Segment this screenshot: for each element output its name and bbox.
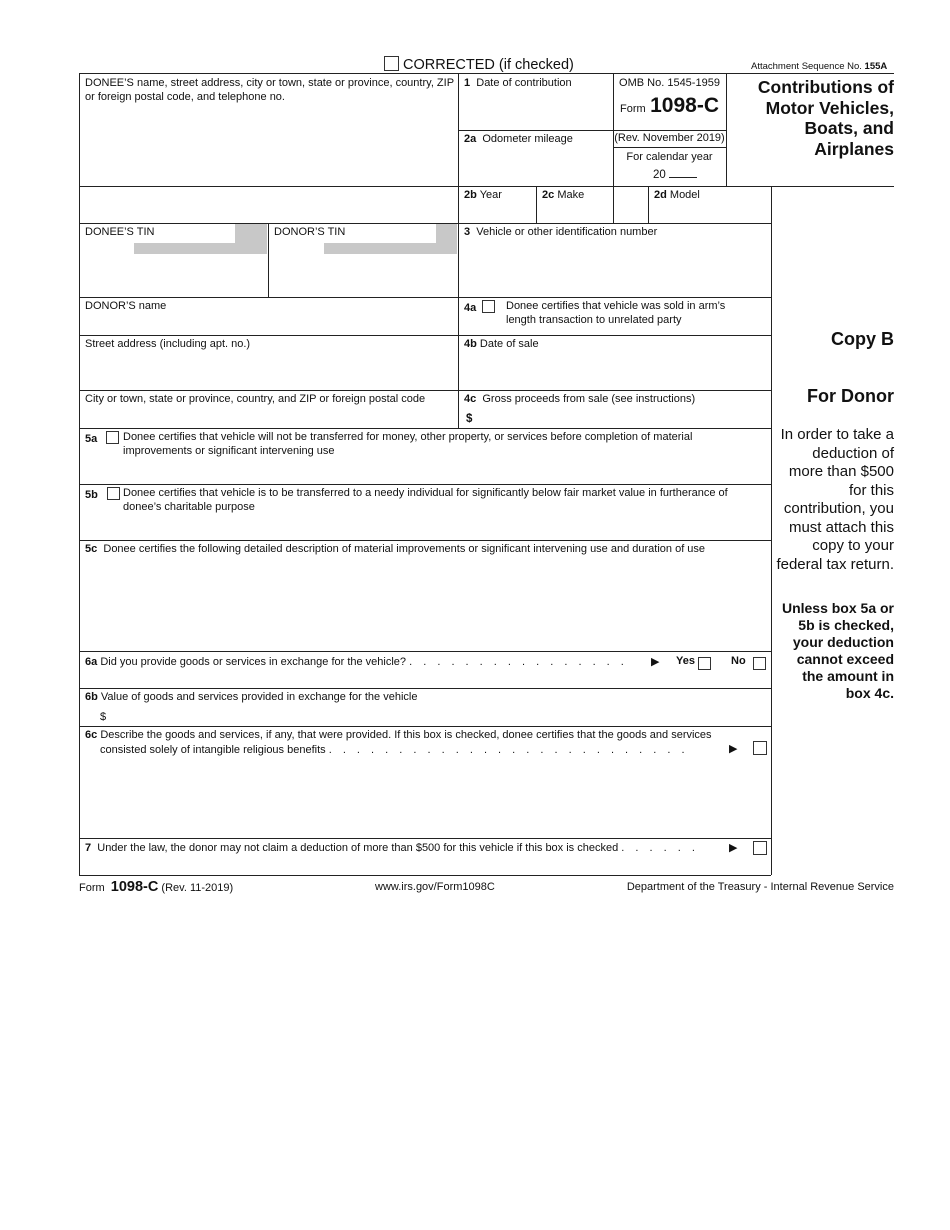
donor-tin-label: DONOR’S TIN (274, 226, 346, 238)
box-6b-text: Value of goods and services provided in exchange for the vehicle (100, 691, 418, 703)
line (458, 130, 613, 131)
donor-tin-field[interactable] (271, 257, 456, 295)
for-donor-label: For Donor (807, 386, 894, 406)
odometer-field[interactable] (460, 148, 610, 184)
box-2b-text: Year (479, 189, 502, 201)
box-5b-number: 5b (85, 489, 98, 501)
donee-tin-field[interactable] (82, 257, 266, 295)
line (79, 726, 771, 727)
yes-label: Yes (676, 655, 695, 667)
box-2c-number: 2c (542, 189, 555, 201)
shaded-area (324, 243, 457, 254)
box-2d-number: 2d (654, 189, 667, 201)
box-4a-checkbox[interactable] (482, 300, 495, 313)
box-7-label (85, 842, 699, 856)
footer-form-id (79, 879, 233, 895)
box-6b-label (85, 691, 417, 705)
box-6a-leader-dots: . . . . . . . . . . . . . . . . (409, 656, 628, 668)
shaded-area (134, 243, 267, 254)
box-2c-label (542, 189, 584, 203)
box-6c-checkbox-wrap (753, 740, 767, 758)
line (268, 223, 269, 297)
box-4b-label (464, 338, 539, 352)
gross-proceeds-field[interactable] (478, 409, 768, 427)
donee-name-label: DONEE’S name, street address, city or town, state or province, country, ZIP or foreign postal code, and telephone no. (85, 77, 454, 103)
box-6a-text: Did you provide goods or services in exchange for the vehicle? (100, 656, 407, 668)
line (726, 73, 727, 186)
box-2b-label (464, 189, 502, 203)
line (79, 186, 771, 187)
line (79, 335, 771, 336)
footer-form-word: Form (79, 882, 105, 894)
box-6a-yes-checkbox[interactable] (698, 657, 711, 670)
box-6a-no-checkbox[interactable] (753, 657, 766, 670)
line (79, 297, 771, 298)
line (536, 186, 537, 223)
line (726, 186, 894, 187)
form-title: Contributions of Motor Vehicles, Boats, and Airplanes (757, 77, 894, 159)
yes-checkbox-wrap (698, 655, 711, 673)
box-6c-text-line2: consisted solely of intangible religious benefits (100, 744, 326, 756)
corrected-label: CORRECTED (if checked) (403, 57, 574, 73)
vin-field[interactable] (460, 242, 768, 295)
box-5b-number-wrap (85, 487, 120, 503)
date-of-contribution-field[interactable] (460, 92, 610, 128)
arrow-icon: ▶ (651, 656, 660, 668)
line (79, 428, 771, 429)
street-address-label: Street address (including apt. no.) (85, 338, 251, 350)
calendar-year-field[interactable] (669, 166, 697, 178)
box-5a-number-wrap (85, 431, 119, 447)
shaded-area (436, 224, 457, 243)
box-6a-number: 6a (85, 656, 98, 668)
donee-name-field[interactable] (80, 112, 456, 184)
shaded-area (235, 224, 267, 243)
box-2b-number: 2b (464, 189, 477, 201)
box-2a-label (464, 133, 573, 147)
attachment-sequence-number: 155A (864, 61, 888, 72)
box-6c-number: 6c (85, 729, 98, 741)
footer-form-name: 1098-C (110, 879, 159, 895)
box-4c-number: 4c (464, 393, 477, 405)
footer-url[interactable]: www.irs.gov/Form1098C (375, 881, 495, 893)
form-number-block (613, 94, 726, 118)
box-6c-description-field[interactable] (82, 762, 768, 836)
arrow-icon: ▶ (729, 743, 738, 755)
box-6a-label (85, 656, 628, 670)
form-bottom-border (79, 875, 771, 876)
city-field[interactable] (82, 407, 456, 427)
line (648, 186, 649, 223)
date-of-sale-field[interactable] (460, 352, 768, 388)
box-5a-text: Donee certifies that vehicle will not be transferred for money, other property, or services before completion of material improvements or significant intervening use (123, 431, 693, 457)
copy-b-label: Copy B (831, 329, 894, 349)
box-7-leader-dots: . . . . . . (621, 842, 699, 854)
box-6c-line2 (100, 744, 689, 758)
corrected-checkbox[interactable] (384, 56, 399, 71)
box-4c-text: Gross proceeds from sale (see instructions) (482, 393, 696, 405)
box-1-label (464, 77, 572, 91)
form-top-border (79, 73, 894, 74)
attachment-sequence-label: Attachment Sequence No. (751, 61, 862, 72)
corrected-row (384, 56, 574, 73)
line (458, 73, 459, 428)
donor-name-field[interactable] (82, 314, 456, 334)
box-5c-label (85, 543, 705, 557)
box-4a-number: 4a (464, 302, 477, 314)
box-2a-number: 2a (464, 133, 477, 145)
box-5c-text: Donee certifies the following detailed description of material improvements or significant intervening use and duration of use (103, 543, 706, 555)
box-4a-text: Donee certifies that vehicle was sold in arm’s length transaction to unrelated party (506, 300, 726, 326)
calendar-year-label: For calendar year (626, 151, 713, 163)
box-5a-number: 5a (85, 433, 98, 445)
calendar-year-prefix: 20 (653, 169, 666, 181)
box-6c-leader-dots: . . . . . . . . . . . . . . . . . . . . . . . . . . (328, 744, 689, 756)
box-4b-text: Date of sale (479, 338, 539, 350)
line (613, 147, 726, 148)
form-name: 1098-C (650, 94, 719, 117)
street-address-field[interactable] (82, 352, 456, 388)
sidebar-instruction: In order to take a deduction of more than $500 for this contribution, you must attach this copy to your federal tax return. (776, 426, 894, 573)
no-checkbox-wrap (753, 655, 766, 673)
box-2a-text: Odometer mileage (482, 133, 573, 145)
line (79, 688, 771, 689)
box-6b-dollar: $ (100, 711, 107, 723)
goods-services-value-field[interactable] (112, 707, 768, 725)
box-4c-dollar: $ (466, 413, 473, 425)
box-6b-number: 6b (85, 691, 98, 703)
form-word: Form (619, 103, 646, 115)
footer-revision: (Rev. 11-2019) (161, 882, 234, 894)
line (79, 838, 771, 839)
box-2c-text: Make (557, 189, 585, 201)
box-7-text: Under the law, the donor may not claim a deduction of more than $500 for this vehicle if this box is checked (97, 842, 619, 854)
box-3-number: 3 (464, 226, 471, 238)
box-1-text: Date of contribution (476, 77, 572, 89)
footer-department: Department of the Treasury - Internal Revenue Service (626, 881, 894, 893)
box-5b-text: Donee certifies that vehicle is to be transferred to a needy individual for significantly below fair market value in furtherance of donee’s charitable purpose (123, 487, 728, 513)
box-5c-number: 5c (85, 543, 98, 555)
arrow-icon: ▶ (729, 842, 738, 854)
box-3-text: Vehicle or other identification number (476, 226, 658, 238)
sidebar-warning: Unless box 5a or 5b is checked, your deduction cannot exceed the amount in box 4c. (781, 600, 894, 701)
donor-name-label: DONOR’S name (85, 300, 167, 312)
attachment-sequence (751, 61, 887, 72)
line (79, 540, 771, 541)
form-left-border (79, 73, 80, 875)
box-4a-number-wrap (464, 300, 495, 316)
line (79, 390, 771, 391)
box-3-label (464, 226, 657, 240)
box-1-number: 1 (464, 77, 471, 89)
no-label: No (731, 655, 746, 667)
box-5c-description-field[interactable] (82, 558, 768, 648)
box-4b-number: 4b (464, 338, 477, 350)
omb-number: OMB No. 1545-1959 (619, 77, 720, 89)
line (771, 186, 772, 875)
box-7-checkbox[interactable] (753, 841, 767, 855)
box-5a-checkbox[interactable] (106, 431, 119, 444)
line (613, 130, 726, 131)
revision-date: (Rev. November 2019) (614, 132, 725, 144)
box-7-number: 7 (85, 842, 92, 854)
box-6c-label (85, 729, 735, 743)
box-4c-label (464, 393, 695, 407)
box-7-checkbox-wrap (753, 840, 767, 858)
city-label: City or town, state or province, country, and ZIP or foreign postal code (85, 393, 426, 405)
calendar-year (653, 166, 697, 181)
line (79, 484, 771, 485)
box-5b-checkbox[interactable] (107, 487, 120, 500)
line (79, 223, 771, 224)
box-6c-text-line1: Describe the goods and services, if any, that were provided. If this box is checked, donee certifies that the goods and services (100, 729, 712, 741)
line (79, 651, 771, 652)
donee-tin-label: DONEE’S TIN (85, 226, 155, 238)
box-2d-text: Model (669, 189, 700, 201)
box-6c-checkbox[interactable] (753, 741, 767, 755)
box-2d-label (654, 189, 700, 203)
